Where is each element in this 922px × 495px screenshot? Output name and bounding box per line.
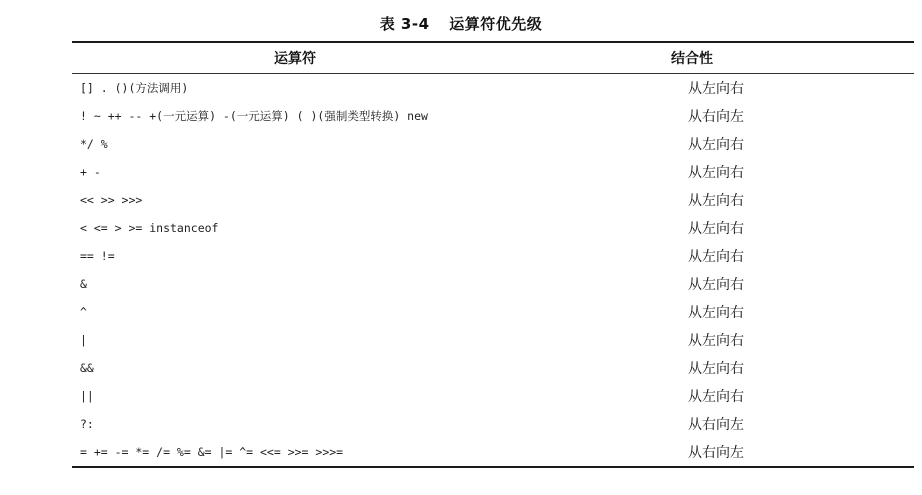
table-row [72, 326, 914, 354]
table-row [72, 410, 914, 438]
table-row [72, 214, 914, 242]
operator-cell: == != [80, 249, 115, 263]
associativity-cell: 从右向左 [688, 445, 744, 461]
operator-cell: [] . ()(方法调用) [80, 81, 189, 95]
associativity-cell: 从左向右 [688, 137, 744, 153]
operator-cell: < <= > >= instanceof [80, 221, 219, 235]
associativity-cell: 从左向右 [688, 389, 744, 405]
associativity-cell: 从左向右 [688, 193, 744, 209]
table-header [72, 43, 914, 74]
table-row [72, 74, 914, 102]
table-row [72, 242, 914, 270]
table-row [72, 438, 914, 466]
table-row [72, 102, 914, 130]
associativity-cell: 从左向右 [688, 333, 744, 349]
associativity-cell: 从左向右 [688, 361, 744, 377]
operator-cell: ^ [80, 305, 87, 319]
operator-cell: ?: [80, 417, 94, 431]
table-row [72, 186, 914, 214]
header-operator: 运算符 [274, 51, 316, 67]
associativity-cell: 从右向左 [688, 109, 744, 125]
operator-cell: && [80, 361, 94, 375]
operator-cell: & [80, 277, 87, 291]
associativity-cell: 从左向右 [688, 165, 744, 181]
associativity-cell: 从左向右 [688, 305, 744, 321]
table-title: 运算符优先级 [449, 15, 543, 33]
associativity-cell: 从左向右 [688, 249, 744, 265]
operator-cell: || [80, 389, 94, 403]
operator-cell: = += -= *= /= %= &= |= ^= <<= >>= >>>= [80, 445, 344, 459]
operator-cell: | [80, 333, 87, 347]
header-associativity: 结合性 [671, 51, 713, 67]
operator-precedence-table [72, 41, 914, 468]
table-row [72, 270, 914, 298]
table-row [72, 354, 914, 382]
table-row [72, 298, 914, 326]
table-row [72, 382, 914, 410]
table-row [72, 158, 914, 186]
operator-cell: */ % [80, 137, 108, 151]
operator-cell: + - [80, 165, 101, 179]
associativity-cell: 从左向右 [688, 277, 744, 293]
table-row [72, 130, 914, 158]
associativity-cell: 从左向右 [688, 81, 744, 97]
associativity-cell: 从左向右 [688, 221, 744, 237]
table-number: 表 3-4 [379, 15, 430, 33]
table-caption [0, 13, 922, 34]
associativity-cell: 从右向左 [688, 417, 744, 433]
operator-cell: << >> >>> [80, 193, 143, 207]
operator-cell: ! ~ ++ -- +(一元运算) -(一元运算) ( )(强制类型转换) new [80, 109, 428, 123]
table-body [72, 74, 914, 466]
